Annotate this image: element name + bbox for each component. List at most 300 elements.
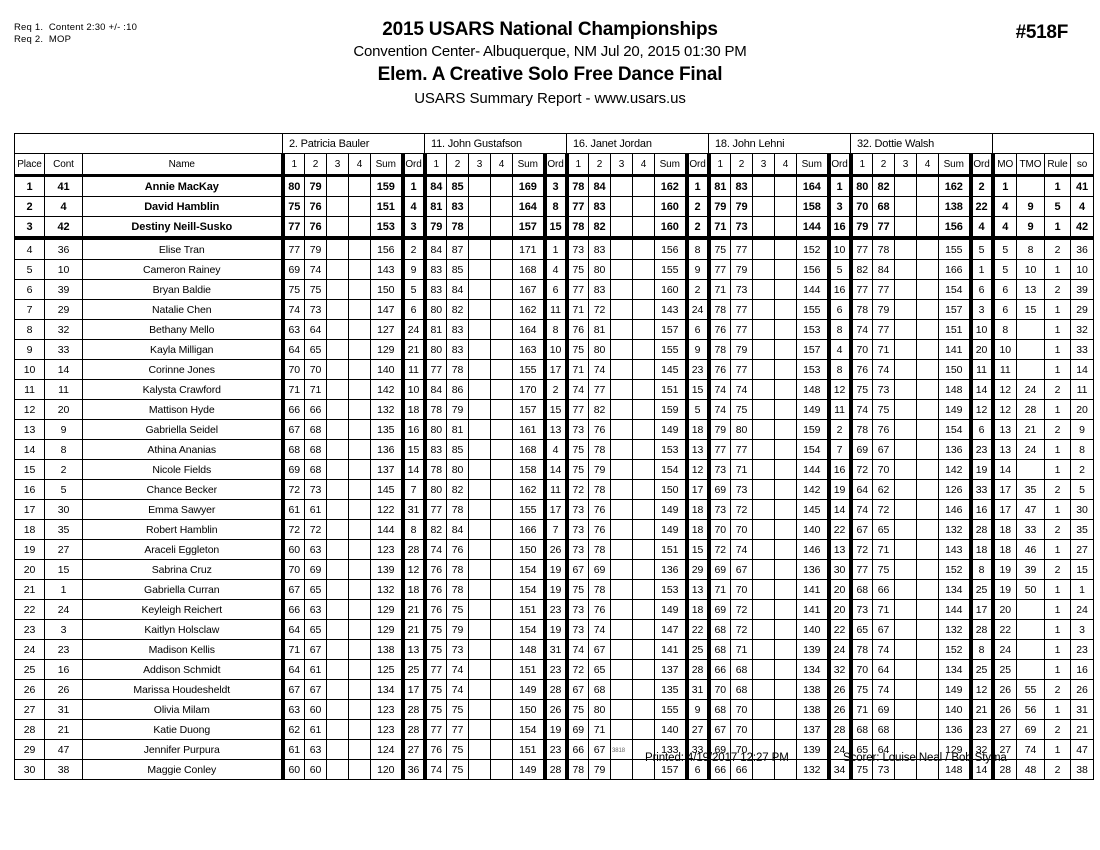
row-j3-sum: 154: [655, 460, 687, 480]
row-j5-sum: 129: [939, 740, 971, 760]
row-j1-score-4: [349, 217, 371, 239]
row-j2-score-3: [469, 197, 491, 217]
row-j4-score-2: 68: [731, 660, 753, 680]
row-rule: 1: [1045, 660, 1071, 680]
row-j4-ord: 24: [829, 740, 851, 760]
row-j3-score-4: [633, 238, 655, 260]
row-j2-sum: 170: [513, 380, 545, 400]
results-grid-wrapper: [14, 133, 1094, 780]
row-j4-sum: 141: [797, 580, 829, 600]
row-j2-ord: 3: [545, 176, 567, 197]
row-j4-sum: 158: [797, 197, 829, 217]
row-place: 19: [15, 540, 45, 560]
row-j5-score-1: 64: [851, 480, 873, 500]
row-skate-order: 39: [1071, 280, 1094, 300]
row-j3-score-1: 76: [567, 320, 589, 340]
column-header-j4-score-2: 2: [731, 154, 753, 176]
row-j4-score-2: 77: [731, 300, 753, 320]
table-row[interactable]: [15, 580, 1094, 600]
row-j4-sum: 144: [797, 280, 829, 300]
row-j2-score-2: 85: [447, 176, 469, 197]
row-place: 12: [15, 400, 45, 420]
column-header-so: so: [1071, 154, 1094, 176]
row-j2-score-1: 76: [425, 740, 447, 760]
row-j1-score-3: [327, 540, 349, 560]
row-rule: 1: [1045, 440, 1071, 460]
table-row[interactable]: [15, 260, 1094, 280]
row-j3-score-4: [633, 380, 655, 400]
table-row[interactable]: [15, 197, 1094, 217]
row-j4-score-4: [775, 560, 797, 580]
row-total-majority-ordinal: 24: [1017, 440, 1045, 460]
row-j4-score-4: [775, 600, 797, 620]
row-j4-score-4: [775, 480, 797, 500]
results-table: [14, 133, 1094, 780]
row-j3-score-2: 80: [589, 700, 611, 720]
table-row[interactable]: [15, 320, 1094, 340]
row-j5-score-1: 77: [851, 238, 873, 260]
row-j1-ord: 14: [403, 460, 425, 480]
row-j5-score-1: 77: [851, 280, 873, 300]
row-j2-sum: 151: [513, 600, 545, 620]
row-rule: 2: [1045, 480, 1071, 500]
row-j5-score-1: 78: [851, 300, 873, 320]
table-row[interactable]: [15, 420, 1094, 440]
row-j5-score-4: [917, 700, 939, 720]
row-j5-score-3: [895, 520, 917, 540]
row-j1-score-4: [349, 700, 371, 720]
row-j5-score-1: 80: [851, 176, 873, 197]
row-j2-sum: 168: [513, 440, 545, 460]
row-j3-score-2: 77: [589, 380, 611, 400]
row-j3-score-4: [633, 320, 655, 340]
row-j1-score-1: 74: [283, 300, 305, 320]
row-j5-score-2: 72: [873, 500, 895, 520]
table-body: [15, 176, 1094, 780]
column-header-j2-sum: Sum: [513, 154, 545, 176]
row-total-majority-ordinal: [1017, 640, 1045, 660]
row-j1-ord: 15: [403, 440, 425, 460]
column-header-j3-score-1: 1: [567, 154, 589, 176]
row-j4-score-2: 74: [731, 540, 753, 560]
row-j2-score-3: [469, 500, 491, 520]
table-row[interactable]: [15, 280, 1094, 300]
row-skater-name: Gabriella Seidel: [83, 420, 283, 440]
row-j4-score-4: [775, 400, 797, 420]
row-total-majority-ordinal: [1017, 340, 1045, 360]
row-place: 28: [15, 720, 45, 740]
row-majority-ordinal: 13: [993, 440, 1017, 460]
row-j4-score-3: [753, 238, 775, 260]
row-j4-score-3: [753, 380, 775, 400]
row-j2-ord: 14: [545, 460, 567, 480]
table-row[interactable]: [15, 400, 1094, 420]
row-j5-sum: 143: [939, 540, 971, 560]
row-j1-sum: 132: [371, 400, 403, 420]
row-j2-ord: 15: [545, 400, 567, 420]
table-row[interactable]: [15, 380, 1094, 400]
row-j3-sum: 149: [655, 500, 687, 520]
row-total-majority-ordinal: 39: [1017, 560, 1045, 580]
row-j1-ord: 27: [403, 740, 425, 760]
row-j3-score-2: 79: [589, 760, 611, 780]
row-j1-score-1: 72: [283, 480, 305, 500]
row-j2-score-1: 80: [425, 340, 447, 360]
row-rule: 1: [1045, 540, 1071, 560]
row-j5-score-3: [895, 440, 917, 460]
row-j4-score-1: 67: [709, 720, 731, 740]
row-j3-sum: 160: [655, 280, 687, 300]
row-majority-ordinal: 28: [993, 760, 1017, 780]
row-j1-score-2: 79: [305, 238, 327, 260]
row-j4-sum: 138: [797, 680, 829, 700]
row-j1-score-1: 67: [283, 580, 305, 600]
table-row[interactable]: [15, 680, 1094, 700]
row-j5-score-3: [895, 340, 917, 360]
row-j5-ord: 11: [971, 360, 993, 380]
row-rule: 1: [1045, 740, 1071, 760]
row-skater-name: Jennifer Purpura: [83, 740, 283, 760]
table-row[interactable]: [15, 520, 1094, 540]
row-place: 13: [15, 420, 45, 440]
table-row[interactable]: [15, 620, 1094, 640]
row-contestant-number: 27: [45, 540, 83, 560]
table-row[interactable]: [15, 360, 1094, 380]
row-j3-score-2: 79: [589, 460, 611, 480]
row-j1-score-3: [327, 320, 349, 340]
row-j2-score-2: 85: [447, 440, 469, 460]
row-j5-score-3: [895, 176, 917, 197]
row-j1-sum: 137: [371, 460, 403, 480]
row-j3-ord: 15: [687, 380, 709, 400]
row-j1-ord: 3: [403, 217, 425, 239]
row-j3-sum: 160: [655, 197, 687, 217]
row-j1-ord: 5: [403, 280, 425, 300]
row-j3-sum: 155: [655, 340, 687, 360]
row-j2-score-2: 79: [447, 620, 469, 640]
row-total-majority-ordinal: 33: [1017, 520, 1045, 540]
row-j1-score-1: 69: [283, 260, 305, 280]
row-j1-score-1: 60: [283, 540, 305, 560]
row-j5-score-2: 66: [873, 580, 895, 600]
row-contestant-number: 9: [45, 420, 83, 440]
row-j1-sum: 139: [371, 560, 403, 580]
row-j3-score-2: 78: [589, 480, 611, 500]
row-j4-ord: 19: [829, 480, 851, 500]
row-skater-name: Maggie Conley: [83, 760, 283, 780]
row-contestant-number: 35: [45, 520, 83, 540]
row-j1-sum: 124: [371, 740, 403, 760]
row-total-majority-ordinal: 21: [1017, 420, 1045, 440]
table-row[interactable]: [15, 440, 1094, 460]
row-j2-ord: 19: [545, 720, 567, 740]
row-j4-sum: 152: [797, 238, 829, 260]
row-j4-score-2: 72: [731, 500, 753, 520]
row-j4-score-1: 76: [709, 320, 731, 340]
row-j1-score-4: [349, 560, 371, 580]
row-j4-score-3: [753, 197, 775, 217]
table-row[interactable]: [15, 340, 1094, 360]
row-majority-ordinal: 5: [993, 238, 1017, 260]
requirement-line-2: Req 2. MOP: [14, 34, 72, 45]
row-j3-score-1: 72: [567, 660, 589, 680]
row-j3-score-3: [611, 440, 633, 460]
row-j3-score-4: [633, 300, 655, 320]
row-j1-score-1: 75: [283, 197, 305, 217]
row-j2-ord: 17: [545, 500, 567, 520]
row-j5-score-1: 79: [851, 217, 873, 239]
row-j1-score-3: [327, 720, 349, 740]
row-j3-ord: 27: [687, 720, 709, 740]
row-contestant-number: 39: [45, 280, 83, 300]
row-j5-score-4: [917, 460, 939, 480]
row-j4-score-2: 70: [731, 520, 753, 540]
row-j1-ord: 36: [403, 760, 425, 780]
row-majority-ordinal: 10: [993, 340, 1017, 360]
table-row[interactable]: [15, 500, 1094, 520]
row-j3-score-3: [611, 360, 633, 380]
row-j4-score-4: [775, 176, 797, 197]
row-j4-ord: 8: [829, 360, 851, 380]
row-j2-score-1: 76: [425, 560, 447, 580]
row-j1-score-2: 70: [305, 360, 327, 380]
row-j1-score-1: 77: [283, 238, 305, 260]
judge-name-3: 16. Janet Jordan: [567, 134, 709, 154]
row-j1-ord: 28: [403, 700, 425, 720]
row-total-majority-ordinal: 47: [1017, 500, 1045, 520]
table-row[interactable]: [15, 720, 1094, 740]
row-j5-score-4: [917, 660, 939, 680]
row-j5-score-4: [917, 500, 939, 520]
row-j1-score-2: 68: [305, 420, 327, 440]
row-j1-sum: 123: [371, 720, 403, 740]
row-majority-ordinal: 27: [993, 740, 1017, 760]
row-j2-score-4: [491, 380, 513, 400]
row-total-majority-ordinal: 48: [1017, 760, 1045, 780]
row-j2-score-3: [469, 700, 491, 720]
row-j2-sum: 150: [513, 700, 545, 720]
row-j1-score-2: 71: [305, 380, 327, 400]
row-j3-ord: 15: [687, 540, 709, 560]
row-j5-ord: 28: [971, 620, 993, 640]
row-skater-name: Bryan Baldie: [83, 280, 283, 300]
row-j2-score-1: 82: [425, 520, 447, 540]
row-j4-ord: 7: [829, 440, 851, 460]
row-j2-score-1: 75: [425, 680, 447, 700]
row-j3-score-4: [633, 400, 655, 420]
row-j1-ord: 4: [403, 197, 425, 217]
row-j3-score-3: [611, 660, 633, 680]
row-rule: 2: [1045, 280, 1071, 300]
row-j5-score-2: 68: [873, 720, 895, 740]
row-total-majority-ordinal: 50: [1017, 580, 1045, 600]
row-j5-score-4: [917, 238, 939, 260]
row-j2-sum: 151: [513, 740, 545, 760]
row-j4-sum: 148: [797, 380, 829, 400]
row-j1-sum: 129: [371, 620, 403, 640]
row-j3-score-4: [633, 280, 655, 300]
row-j1-score-4: [349, 238, 371, 260]
row-j4-ord: 3: [829, 197, 851, 217]
row-j1-ord: 17: [403, 680, 425, 700]
row-j5-score-1: 74: [851, 320, 873, 340]
title-block: [0, 18, 1100, 110]
row-j3-score-4: [633, 440, 655, 460]
row-j5-score-1: 71: [851, 700, 873, 720]
row-j2-sum: 154: [513, 580, 545, 600]
row-j3-score-4: [633, 720, 655, 740]
row-j2-score-3: [469, 440, 491, 460]
row-j5-sum: 154: [939, 420, 971, 440]
table-row[interactable]: [15, 238, 1094, 260]
row-j2-sum: 171: [513, 238, 545, 260]
row-j2-score-1: 78: [425, 400, 447, 420]
table-row[interactable]: [15, 300, 1094, 320]
row-j5-score-1: 82: [851, 260, 873, 280]
table-row[interactable]: [15, 660, 1094, 680]
row-skater-name: Katie Duong: [83, 720, 283, 740]
row-j3-score-4: [633, 420, 655, 440]
table-row[interactable]: [15, 560, 1094, 580]
row-j1-sum: 129: [371, 600, 403, 620]
row-j5-sum: 136: [939, 720, 971, 740]
row-j2-score-3: [469, 600, 491, 620]
row-j3-score-1: 73: [567, 600, 589, 620]
row-j4-score-3: [753, 320, 775, 340]
row-j5-ord: 14: [971, 760, 993, 780]
table-row[interactable]: [15, 600, 1094, 620]
row-j4-score-1: 69: [709, 600, 731, 620]
row-j5-ord: 4: [971, 217, 993, 239]
row-j4-score-2: 70: [731, 700, 753, 720]
row-j1-score-1: 63: [283, 320, 305, 340]
row-j5-score-1: 65: [851, 620, 873, 640]
column-header-j5-score-1: 1: [851, 154, 873, 176]
row-j4-score-2: 77: [731, 238, 753, 260]
row-j3-ord: 12: [687, 460, 709, 480]
row-j4-score-1: 73: [709, 460, 731, 480]
row-place: 17: [15, 500, 45, 520]
row-j2-ord: 23: [545, 740, 567, 760]
row-j2-score-2: 78: [447, 560, 469, 580]
table-row[interactable]: [15, 640, 1094, 660]
row-j1-ord: 25: [403, 660, 425, 680]
row-j3-ord: 13: [687, 440, 709, 460]
row-j4-score-2: 66: [731, 760, 753, 780]
row-j5-score-2: 67: [873, 440, 895, 460]
row-j2-sum: 157: [513, 400, 545, 420]
row-j2-ord: 19: [545, 620, 567, 640]
row-j5-score-2: 71: [873, 340, 895, 360]
row-j5-sum: 132: [939, 520, 971, 540]
row-j2-score-2: 82: [447, 480, 469, 500]
table-row[interactable]: [15, 460, 1094, 480]
row-j1-score-4: [349, 460, 371, 480]
row-j4-score-3: [753, 700, 775, 720]
row-j1-sum: 123: [371, 700, 403, 720]
row-j5-score-3: [895, 360, 917, 380]
row-j2-sum: 162: [513, 480, 545, 500]
row-j3-score-3: [611, 760, 633, 780]
row-j4-score-4: [775, 680, 797, 700]
row-j4-ord: 24: [829, 640, 851, 660]
row-j4-score-2: 77: [731, 320, 753, 340]
row-j2-sum: 163: [513, 340, 545, 360]
row-j2-score-4: [491, 620, 513, 640]
row-j3-score-1: 74: [567, 380, 589, 400]
row-j2-sum: 155: [513, 360, 545, 380]
row-j5-ord: 12: [971, 400, 993, 420]
row-place: 16: [15, 480, 45, 500]
row-majority-ordinal: 14: [993, 460, 1017, 480]
row-j4-ord: 10: [829, 238, 851, 260]
row-j4-sum: 157: [797, 340, 829, 360]
row-j1-sum: 140: [371, 360, 403, 380]
row-j2-score-3: [469, 760, 491, 780]
row-skate-order: 41: [1071, 176, 1094, 197]
table-row[interactable]: [15, 176, 1094, 197]
row-j1-score-1: 60: [283, 760, 305, 780]
row-j3-score-3: [611, 300, 633, 320]
row-j2-score-4: [491, 320, 513, 340]
row-j5-score-3: [895, 480, 917, 500]
row-j3-score-3: [611, 680, 633, 700]
row-skate-order: 16: [1071, 660, 1094, 680]
row-j4-score-1: 75: [709, 238, 731, 260]
row-j3-score-4: [633, 260, 655, 280]
row-j4-score-2: 72: [731, 620, 753, 640]
row-rule: 1: [1045, 340, 1071, 360]
row-j2-score-2: 87: [447, 238, 469, 260]
row-j1-score-2: 66: [305, 400, 327, 420]
table-row[interactable]: [15, 480, 1094, 500]
row-j3-ord: 5: [687, 400, 709, 420]
row-j5-sum: 162: [939, 176, 971, 197]
column-header-j1-score-3: 3: [327, 154, 349, 176]
row-place: 24: [15, 640, 45, 660]
row-j4-score-1: 70: [709, 520, 731, 540]
row-j4-score-2: 74: [731, 380, 753, 400]
row-majority-ordinal: 4: [993, 217, 1017, 239]
row-j3-sum: 140: [655, 720, 687, 740]
row-j3-score-1: 77: [567, 197, 589, 217]
row-j4-ord: 2: [829, 420, 851, 440]
row-skater-name: Sabrina Cruz: [83, 560, 283, 580]
row-skate-order: 9: [1071, 420, 1094, 440]
row-place: 4: [15, 238, 45, 260]
row-j4-score-2: 77: [731, 440, 753, 460]
row-j2-score-4: [491, 640, 513, 660]
table-row[interactable]: [15, 700, 1094, 720]
row-j5-score-4: [917, 600, 939, 620]
row-j3-score-4: [633, 640, 655, 660]
row-j4-score-2: 73: [731, 280, 753, 300]
table-row[interactable]: [15, 217, 1094, 239]
row-j5-score-3: [895, 197, 917, 217]
row-j1-score-4: [349, 340, 371, 360]
row-place: 26: [15, 680, 45, 700]
column-header-j3-score-3: 3: [611, 154, 633, 176]
row-j4-score-4: [775, 640, 797, 660]
event-name: Elem. A Creative Solo Free Dance Final: [377, 64, 723, 85]
row-j5-ord: 14: [971, 380, 993, 400]
row-j2-score-2: 81: [447, 420, 469, 440]
row-j2-score-1: 75: [425, 620, 447, 640]
row-j4-sum: 139: [797, 640, 829, 660]
row-j3-score-2: 68: [589, 680, 611, 700]
table-row[interactable]: [15, 540, 1094, 560]
column-header-j4-score-4: 4: [775, 154, 797, 176]
